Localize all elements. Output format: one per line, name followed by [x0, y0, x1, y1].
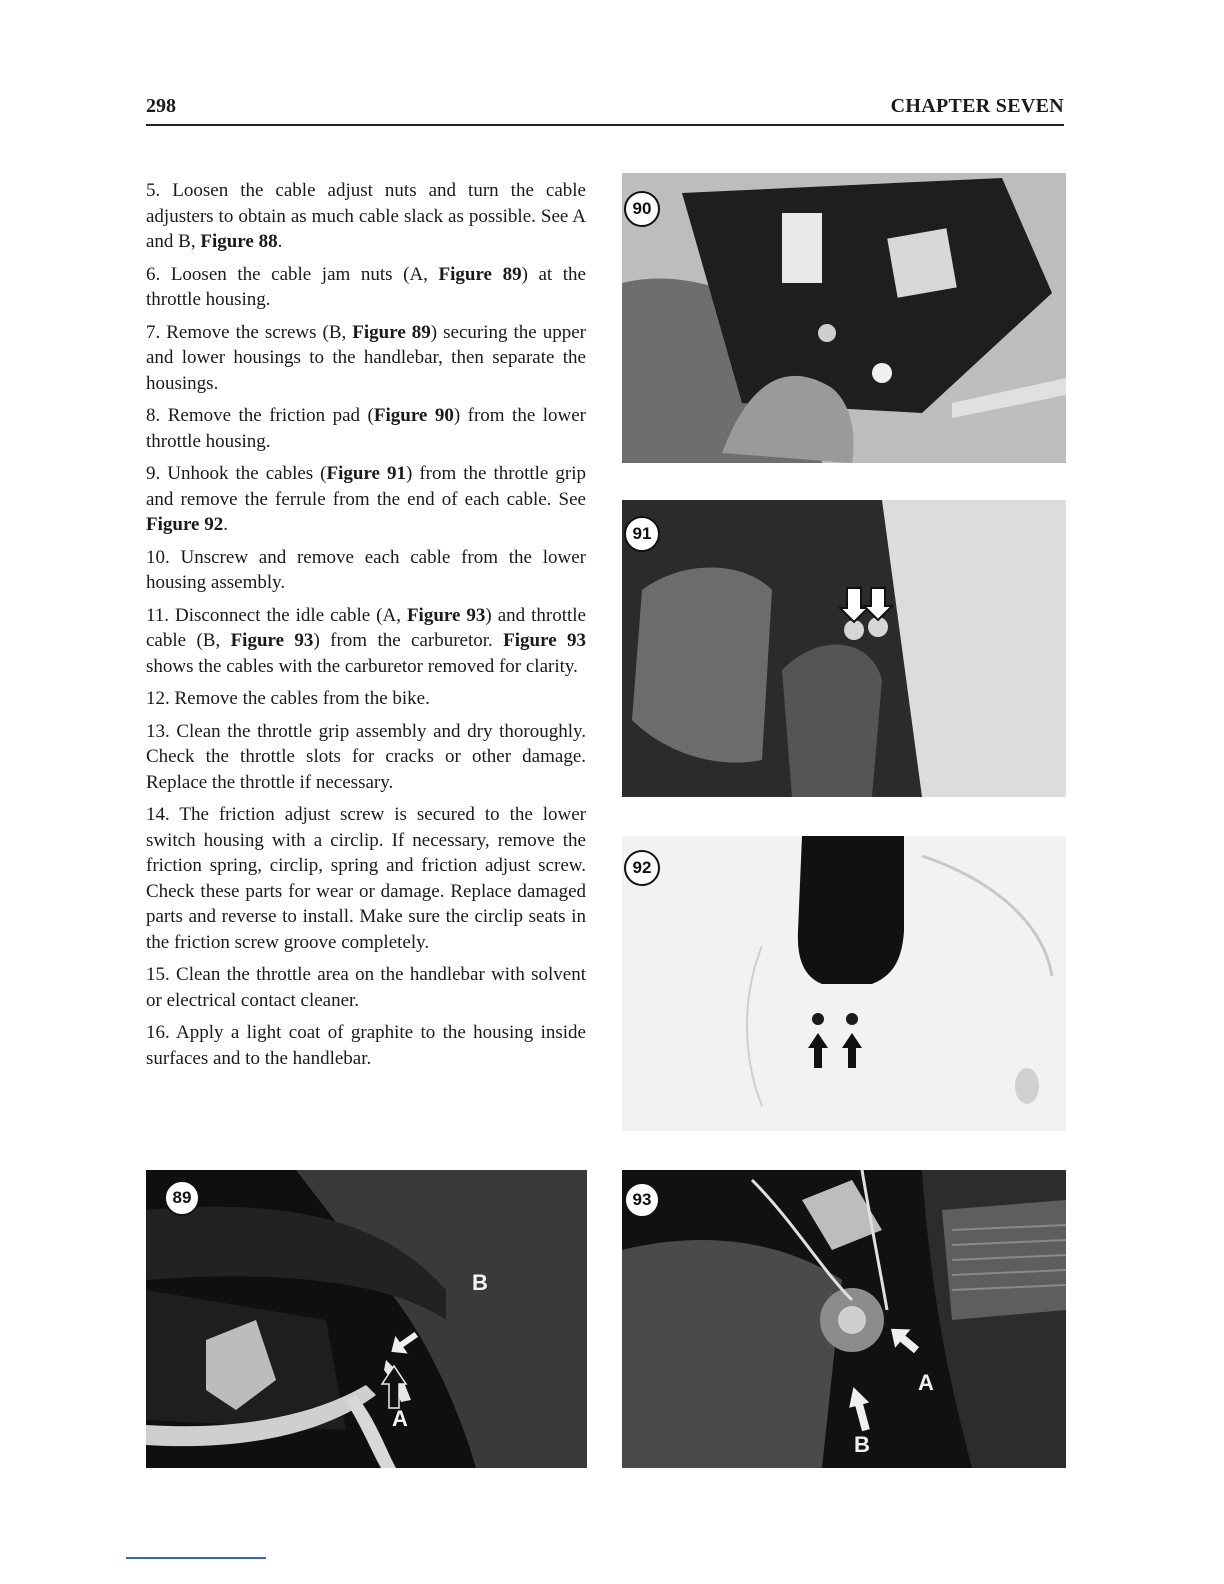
- step-13: 13. Clean the throttle grip assembly and dry thoroughly. Check the throttle slots for cracks or other damage. Replace the throttle if necessary.: [146, 720, 586, 793]
- step-12: 12. Remove the cables from the bike.: [146, 688, 430, 709]
- header-rule: [146, 124, 1064, 126]
- figure-91-label: 91: [624, 516, 660, 552]
- ferrules-photo: [622, 836, 1066, 1131]
- figure-90-label: 90: [624, 191, 660, 227]
- figure-89-photo: [146, 1170, 587, 1468]
- chapter-title: CHAPTER SEVEN: [890, 95, 1064, 117]
- instruction-steps: [146, 178, 586, 1078]
- step-9: 9. Unhook the cables (Figure 91) from the throttle grip and remove the ferrule from the end of each cable. See Figure 92.: [146, 463, 586, 535]
- step-15: 15. Clean the throttle area on the handlebar with solvent or electrical contact cleaner.: [146, 964, 586, 1011]
- page-number: 298: [146, 95, 176, 117]
- figure-93-photo: [622, 1170, 1066, 1468]
- callout-a: A: [392, 1406, 408, 1431]
- figure-93-label: 93: [624, 1182, 660, 1218]
- carburetor-cables-photo: [622, 1170, 1066, 1468]
- step-16: 16. Apply a light coat of graphite to the housing inside surfaces and to the handlebar.: [146, 1022, 586, 1069]
- callout-b: B: [472, 1270, 488, 1295]
- throttle-housing-photo: [146, 1170, 587, 1468]
- callout-b: B: [854, 1432, 870, 1457]
- footer-link-underline: [126, 1557, 266, 1559]
- step-5: 5. Loosen the cable adjust nuts and turn the cable adjusters to obtain as much cable slack as possible. See A and B, Figure 88.: [146, 180, 586, 252]
- step-11: 11. Disconnect the idle cable (A, Figure 93) and throttle cable (B, Figure 93) from the carburetor. Figure 93 shows the cables with the carburetor removed for clarity.: [146, 604, 587, 677]
- callout-a: A: [918, 1370, 934, 1395]
- friction-pad-photo: [622, 173, 1066, 463]
- step-7: 7. Remove the screws (B, Figure 89) securing the upper and lower housings to the handlebar, then separate the housings.: [146, 321, 586, 394]
- figure-92-label: 92: [624, 850, 660, 886]
- figure-92-photo: [622, 836, 1066, 1131]
- figure-91-photo: [622, 500, 1066, 797]
- page-header: [146, 95, 1064, 125]
- step-6: 6. Loosen the cable jam nuts (A, Figure 89) at the throttle housing.: [146, 263, 586, 310]
- throttle-cables-photo: [622, 500, 1066, 797]
- figure-89-label: 89: [164, 1180, 200, 1216]
- step-10: 10. Unscrew and remove each cable from the lower housing assembly.: [146, 546, 586, 593]
- step-8: 8. Remove the friction pad (Figure 90) from the lower throttle housing.: [146, 405, 587, 452]
- step-14: 14. The friction adjust screw is secured to the lower switch housing with a circlip. If necessary, remove the friction spring, circlip, spring and friction adjust screw. Check these parts for wear or damage. Replace damaged parts and reverse to install. Make sure the circlip seats in the friction screw groove completely.: [146, 804, 586, 953]
- figure-90-photo: [622, 173, 1066, 463]
